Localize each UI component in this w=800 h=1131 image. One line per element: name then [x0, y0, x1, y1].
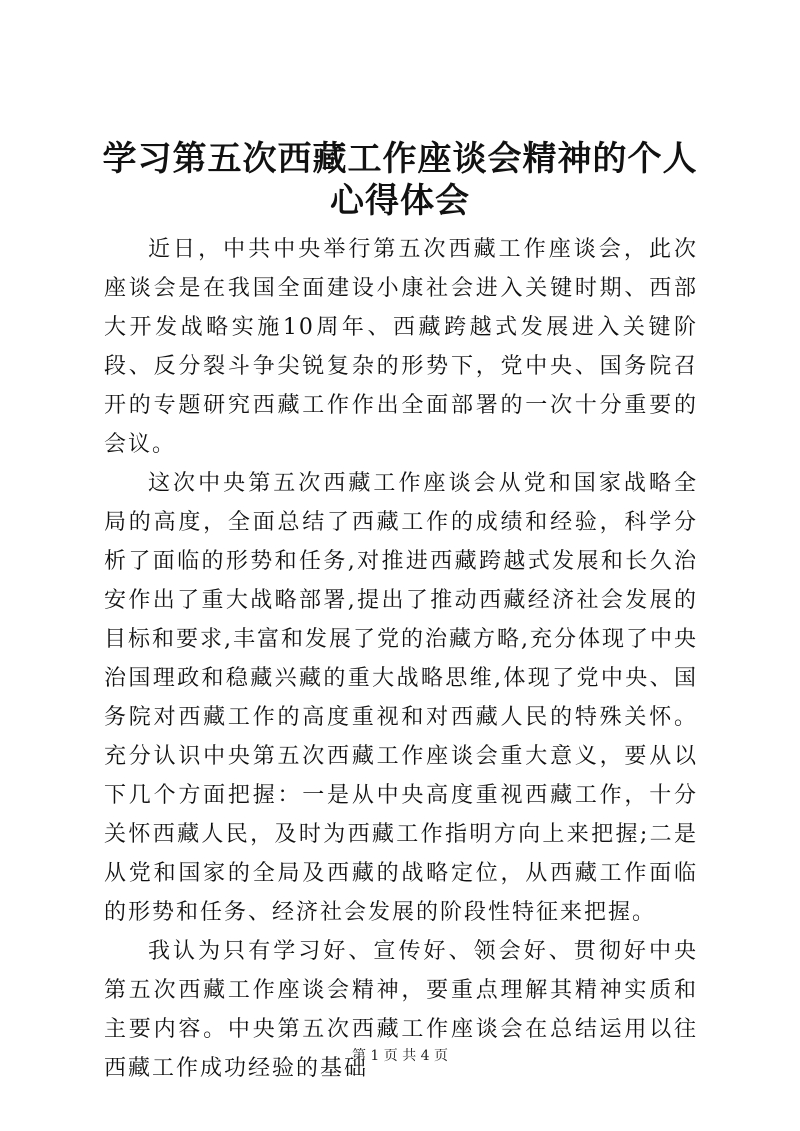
paragraph-1: 近日，中共中央举行第五次西藏工作座谈会，此次座谈会是在我国全面建设小康社会进入关键时期、西部大开发战略实施10周年、西藏跨越式发展进入关键阶段、反分裂斗争尖锐复杂的形势下，党中央、国务院召开的专题研究西藏工作作出全面部署的一次十分重要的会议。	[104, 237, 698, 457]
paragraph-3: 我认为只有学习好、宣传好、领会好、贯彻好中央第五次西藏工作座谈会精神，要重点理解其精神实质和主要内容。中央第五次西藏工作座谈会在总结运用以往西藏工作成功经验的基础	[104, 939, 698, 1081]
document-title: 学习第五次西藏工作座谈会精神的个人心得体会	[102, 139, 698, 221]
page-footer: 第 1 页 共 4 页	[351, 1048, 449, 1064]
paragraph-2: 这次中央第五次西藏工作座谈会从党和国家战略全局的高度，全面总结了西藏工作的成绩和经验，科学分析了面临的形势和任务,对推进西藏跨越式发展和长久治安作出了重大战略部署,提出了推动西藏经济社会发展的目标和要求,丰富和发展了党的治藏方略,充分体现了中央治国理政和稳藏兴藏的重大战略思维,体现了党中央、国务院对西藏工作的高度重视和对西藏人民的特殊关怀。充分认识中央第五次西藏工作座谈会重大意义，要从以下几个方面把握：一是从中央高度重视西藏工作，十分关怀西藏人民，及时为西藏工作指明方向上来把握;二是从党和国家的全局及西藏的战略定位，从西藏工作面临的形势和任务、经济社会发展的阶段性特征来把握。	[104, 471, 698, 925]
document-body	[104, 230, 698, 1088]
